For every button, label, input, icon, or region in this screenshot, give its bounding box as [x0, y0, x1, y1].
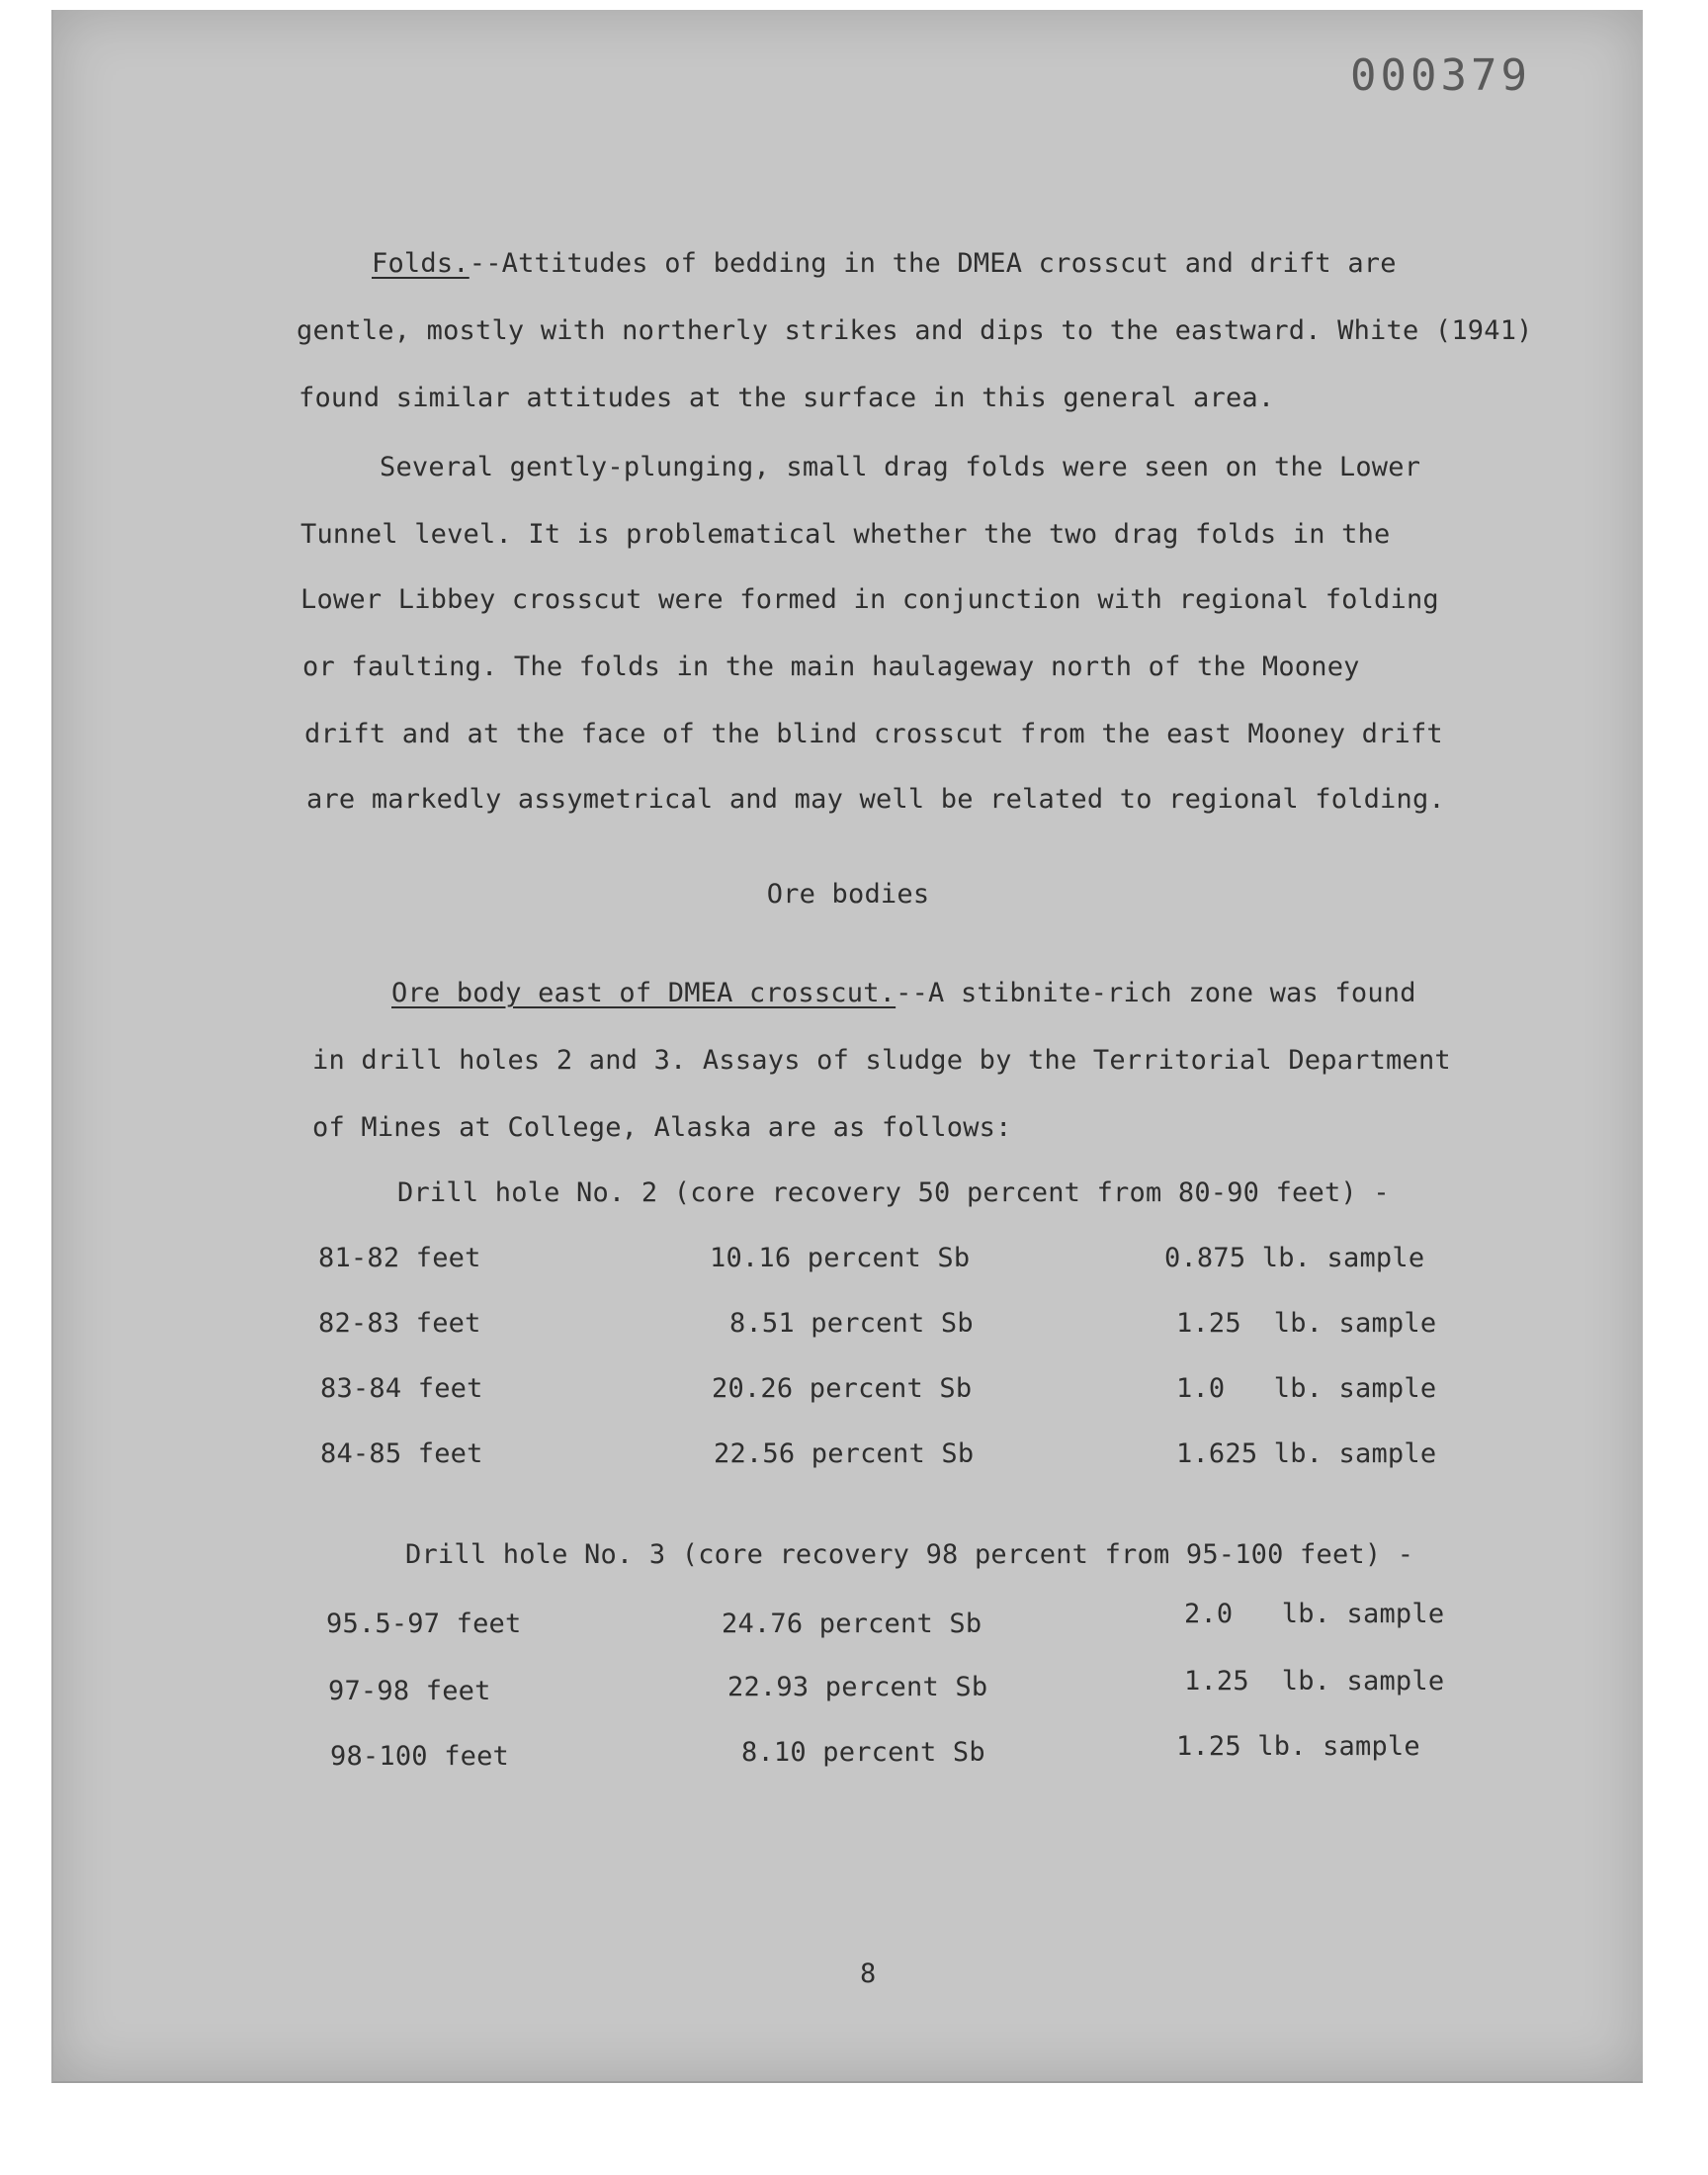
folds-paragraph-2-line-6: are markedly assymetrical and may well be related to regional folding.	[306, 784, 1445, 815]
dh2-row-3-depth: 83-84 feet	[320, 1373, 483, 1404]
dh3-row-2-depth: 97-98 feet	[328, 1676, 491, 1706]
document-page	[51, 10, 1643, 2083]
dh3-row-3-depth: 98-100 feet	[330, 1741, 510, 1772]
drill-hole-2-caption: Drill hole No. 2 (core recovery 50 percent from 80-90 feet) -	[397, 1177, 1390, 1208]
dh2-row-2-assay: 8.51 percent Sb	[729, 1308, 974, 1339]
ore-bodies-title: Ore bodies	[766, 879, 930, 910]
dh2-row-3-sample: 1.0 lb. sample	[1176, 1373, 1437, 1404]
dh2-row-2-sample: 1.25 lb. sample	[1176, 1308, 1437, 1339]
folds-paragraph-2-line-1: Several gently-plunging, small drag folds were seen on the Lower	[380, 452, 1421, 482]
folds-line-1-text: --Attitudes of bedding in the DMEA crosscut and drift are	[469, 248, 1397, 279]
folds-paragraph-2-line-2: Tunnel level. It is problematical whether the two drag folds in the	[300, 519, 1391, 550]
dh3-row-1-assay: 24.76 percent Sb	[722, 1609, 982, 1639]
dh3-row-3-sample: 1.25 lb. sample	[1176, 1731, 1420, 1762]
dh2-row-4-assay: 22.56 percent Sb	[714, 1438, 975, 1469]
archive-number-stamp: 000379	[1350, 50, 1531, 101]
folds-paragraph-2-line-3: Lower Libbey crosscut were formed in conjunction with regional folding	[300, 584, 1439, 615]
dh2-row-1-depth: 81-82 feet	[318, 1243, 481, 1273]
ore-body-sub-heading: Ore body east of DMEA crosscut.	[391, 978, 897, 1008]
ore-body-line-1-text: --A stibnite-rich zone was found	[896, 978, 1416, 1008]
ore-body-line-3: of Mines at College, Alaska are as follows:	[312, 1112, 1012, 1143]
dh3-row-1-depth: 95.5-97 feet	[326, 1609, 522, 1639]
folds-heading: Folds.	[372, 248, 470, 279]
dh3-row-2-assay: 22.93 percent Sb	[727, 1672, 988, 1702]
folds-line-1	[372, 247, 1397, 281]
dh2-row-4-depth: 84-85 feet	[320, 1438, 483, 1469]
folds-paragraph-2-line-4: or faulting. The folds in the main haulageway north of the Mooney	[302, 652, 1360, 682]
drill-hole-3-caption: Drill hole No. 3 (core recovery 98 percent from 95-100 feet) -	[405, 1539, 1414, 1570]
folds-line-3: found similar attitudes at the surface in this general area.	[299, 383, 1275, 413]
ore-body-line-2: in drill holes 2 and 3. Assays of sludge by the Territorial Department	[312, 1045, 1451, 1076]
dh2-row-3-assay: 20.26 percent Sb	[712, 1373, 973, 1404]
folds-line-2: gentle, mostly with northerly strikes and dips to the eastward. White (1941)	[297, 315, 1533, 346]
dh3-row-3-assay: 8.10 percent Sb	[741, 1737, 985, 1768]
ore-body-line-1	[391, 977, 1416, 1010]
dh3-row-1-sample: 2.0 lb. sample	[1184, 1599, 1445, 1629]
dh2-row-1-sample: 0.875 lb. sample	[1164, 1243, 1425, 1273]
dh2-row-2-depth: 82-83 feet	[318, 1308, 481, 1339]
folds-paragraph-2-line-5: drift and at the face of the blind crosscut from the east Mooney drift	[304, 719, 1443, 749]
dh2-row-1-assay: 10.16 percent Sb	[710, 1243, 971, 1273]
dh3-row-2-sample: 1.25 lb. sample	[1184, 1666, 1445, 1696]
dh2-row-4-sample: 1.625 lb. sample	[1176, 1438, 1437, 1469]
page-number: 8	[860, 1958, 877, 1989]
